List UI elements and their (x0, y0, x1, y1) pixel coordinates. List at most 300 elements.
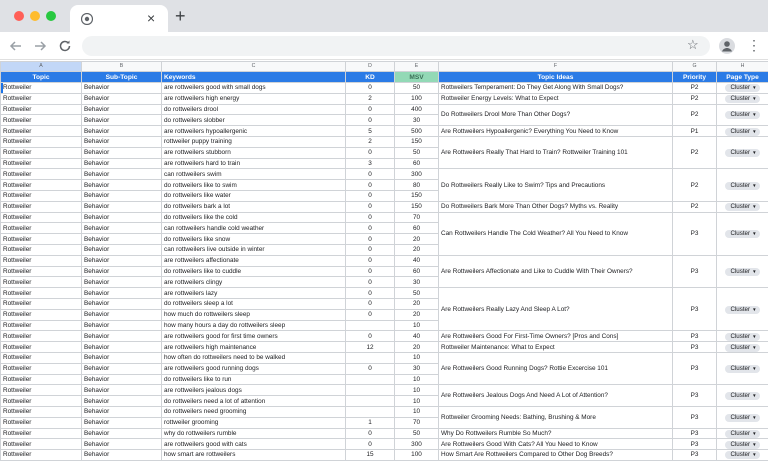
kd-cell[interactable] (346, 396, 395, 407)
keyword-cell[interactable]: are rottweilers clingy (162, 277, 346, 288)
topic-cell[interactable]: Rottweiler (1, 363, 82, 374)
msv-cell[interactable]: 70 (395, 212, 439, 223)
topic-idea-cell[interactable]: How Smart Are Rottweilers Compared to Other Dog Breeds? (439, 450, 673, 461)
topic-cell[interactable]: Rottweiler (1, 126, 82, 137)
msv-cell[interactable]: 100 (395, 450, 439, 461)
header-kd[interactable]: KD (346, 72, 395, 83)
topic-idea-cell[interactable]: Rottweiler Maintenance: What to Expect (439, 342, 673, 353)
page-type-label: Cluster (730, 203, 751, 211)
page-type-dropdown[interactable] (725, 430, 759, 438)
priority-cell[interactable]: P3 (673, 385, 717, 407)
keyword-cell[interactable]: do rottweilers drool (162, 104, 346, 115)
msv-cell[interactable]: 30 (395, 277, 439, 288)
msv-cell[interactable]: 500 (395, 126, 439, 137)
reload-icon[interactable] (57, 38, 73, 54)
priority-cell[interactable]: P2 (673, 93, 717, 104)
kd-cell[interactable] (346, 385, 395, 396)
sub-topic-cell[interactable]: Behavior (82, 126, 162, 137)
topic-idea-cell[interactable]: Why Do Rottweilers Rumble So Much? (439, 428, 673, 439)
dropdown-arrow-icon: ▼ (752, 306, 757, 312)
new-tab-icon[interactable]: + (175, 6, 186, 26)
page-type-cell[interactable] (717, 428, 768, 439)
topic-cell[interactable]: Rottweiler (1, 331, 82, 342)
topic-cell[interactable]: Rottweiler (1, 288, 82, 299)
page-type-cell[interactable] (717, 83, 768, 94)
kd-cell[interactable]: 0 (346, 244, 395, 255)
bookmark-star-icon[interactable]: ☆ (687, 37, 699, 52)
topic-idea-cell[interactable]: Are Rottweilers Good For First-Time Owners? [Pros and Cons] (439, 331, 673, 342)
topic-cell[interactable]: Rottweiler (1, 147, 82, 158)
page-type-cell[interactable] (717, 136, 768, 168)
keyword-cell[interactable]: can rottweilers handle cold weather (162, 223, 346, 234)
kd-cell[interactable]: 0 (346, 298, 395, 309)
dropdown-arrow-icon: ▼ (752, 430, 757, 436)
page-type-dropdown[interactable] (725, 306, 759, 314)
priority-cell[interactable]: P2 (673, 83, 717, 94)
kd-cell[interactable] (346, 374, 395, 385)
kd-cell[interactable]: 12 (346, 342, 395, 353)
header-msv[interactable]: MSV (395, 72, 439, 83)
sub-topic-cell[interactable]: Behavior (82, 342, 162, 353)
browser-tab[interactable] (70, 5, 168, 32)
page-type-dropdown[interactable] (725, 365, 759, 373)
column-letter[interactable]: D (346, 62, 395, 72)
page-type-cell[interactable] (717, 126, 768, 137)
kd-cell[interactable]: 0 (346, 201, 395, 212)
priority-cell[interactable]: P2 (673, 104, 717, 126)
page-type-dropdown[interactable] (725, 182, 759, 190)
kd-cell[interactable]: 0 (346, 363, 395, 374)
profile-avatar-icon[interactable] (719, 38, 735, 54)
keyword-cell[interactable]: do rottweilers like snow (162, 234, 346, 245)
topic-idea-cell[interactable]: Do Rottweilers Really Like to Swim? Tips and Precautions (439, 169, 673, 201)
msv-cell[interactable]: 10 (395, 385, 439, 396)
msv-cell[interactable]: 10 (395, 320, 439, 331)
kd-cell[interactable] (346, 406, 395, 417)
priority-cell[interactable]: P3 (673, 428, 717, 439)
msv-cell[interactable]: 50 (395, 428, 439, 439)
dropdown-arrow-icon: ▼ (752, 96, 757, 102)
page-type-dropdown[interactable] (725, 333, 759, 341)
topic-idea-cell[interactable]: Do Rottweilers Bark More Than Other Dogs? Myths vs. Reality (439, 201, 673, 212)
msv-cell[interactable]: 20 (395, 244, 439, 255)
topic-cell[interactable]: Rottweiler (1, 450, 82, 461)
kd-cell[interactable] (346, 352, 395, 363)
topic-cell[interactable]: Rottweiler (1, 223, 82, 234)
page-type-dropdown[interactable] (725, 451, 759, 459)
kd-cell[interactable]: 0 (346, 234, 395, 245)
spreadsheet (0, 61, 768, 466)
page-type-label: Cluster (730, 332, 751, 340)
topic-cell[interactable]: Rottweiler (1, 439, 82, 450)
msv-cell[interactable]: 20 (395, 309, 439, 320)
topic-cell[interactable]: Rottweiler (1, 180, 82, 191)
kd-cell[interactable]: 0 (346, 277, 395, 288)
sub-topic-cell[interactable]: Behavior (82, 180, 162, 191)
sub-topic-cell[interactable]: Behavior (82, 93, 162, 104)
keyword-cell[interactable]: are rottweilers lazy (162, 288, 346, 299)
keyword-cell[interactable]: are rottweilers jealous dogs (162, 385, 346, 396)
header-topic[interactable]: Topic (1, 72, 82, 83)
topic-cell[interactable]: Rottweiler (1, 396, 82, 407)
forward-arrow-icon[interactable] (32, 38, 48, 54)
header-priority[interactable]: Priority (673, 72, 717, 83)
address-bar[interactable] (82, 36, 710, 56)
keyword-cell[interactable]: do rottweilers like to run (162, 374, 346, 385)
priority-cell[interactable]: P3 (673, 288, 717, 331)
topic-cell[interactable]: Rottweiler (1, 201, 82, 212)
topic-cell[interactable]: Rottweiler (1, 298, 82, 309)
sub-topic-cell[interactable]: Behavior (82, 309, 162, 320)
priority-cell[interactable]: P2 (673, 169, 717, 201)
sub-topic-cell[interactable]: Behavior (82, 190, 162, 201)
priority-cell[interactable]: P3 (673, 212, 717, 255)
sub-topic-cell[interactable]: Behavior (82, 266, 162, 277)
msv-cell[interactable]: 50 (395, 147, 439, 158)
column-letter[interactable]: C (162, 62, 346, 72)
kd-cell[interactable]: 15 (346, 450, 395, 461)
page-type-cell[interactable] (717, 104, 768, 126)
keyword-cell[interactable]: do rottweilers need a lot of attention (162, 396, 346, 407)
kd-cell[interactable]: 1 (346, 417, 395, 428)
page-type-cell[interactable] (717, 342, 768, 353)
priority-cell[interactable]: P3 (673, 342, 717, 353)
priority-cell[interactable]: P3 (673, 255, 717, 287)
page-type-dropdown[interactable] (725, 230, 759, 238)
kd-cell[interactable]: 5 (346, 126, 395, 137)
keyword-cell[interactable]: do rottweilers need grooming (162, 406, 346, 417)
sub-topic-cell[interactable]: Behavior (82, 147, 162, 158)
topic-cell[interactable]: Rottweiler (1, 277, 82, 288)
page-type-dropdown[interactable] (725, 95, 759, 103)
topic-cell[interactable]: Rottweiler (1, 136, 82, 147)
table-row (1, 83, 768, 94)
msv-cell[interactable]: 150 (395, 136, 439, 147)
priority-cell[interactable]: P2 (673, 201, 717, 212)
keyword-cell[interactable]: how smart are rottweilers (162, 450, 346, 461)
page-type-label: Cluster (730, 343, 751, 351)
topic-idea-cell[interactable]: Are Rottweilers Hypoallergenic? Everything You Need to Know (439, 126, 673, 137)
minimize-window-button[interactable] (30, 11, 40, 21)
keyword-cell[interactable]: do rottweilers bark a lot (162, 201, 346, 212)
keyword-cell[interactable]: do rottweilers slobber (162, 115, 346, 126)
table-row (1, 126, 768, 137)
sub-topic-cell[interactable]: Behavior (82, 244, 162, 255)
topic-cell[interactable]: Rottweiler (1, 93, 82, 104)
msv-cell[interactable]: 70 (395, 417, 439, 428)
topic-idea-cell[interactable]: Rottweilers Temperament: Do They Get Along With Small Dogs? (439, 83, 673, 94)
topic-cell[interactable]: Rottweiler (1, 309, 82, 320)
msv-cell[interactable]: 40 (395, 331, 439, 342)
sub-topic-cell[interactable]: Behavior (82, 352, 162, 363)
msv-cell[interactable]: 60 (395, 266, 439, 277)
kd-cell[interactable]: 0 (346, 180, 395, 191)
page-type-cell[interactable] (717, 288, 768, 331)
kd-cell[interactable] (346, 320, 395, 331)
sub-topic-cell[interactable]: Behavior (82, 374, 162, 385)
sub-topic-cell[interactable]: Behavior (82, 450, 162, 461)
msv-cell[interactable]: 20 (395, 342, 439, 353)
dropdown-arrow-icon: ▼ (752, 414, 757, 420)
priority-cell[interactable]: P1 (673, 126, 717, 137)
keyword-cell[interactable]: are rottweilers good with cats (162, 439, 346, 450)
header-topic-ideas[interactable]: Topic Ideas (439, 72, 673, 83)
close-tab-icon[interactable]: × (147, 10, 156, 26)
keyword-cell[interactable]: are rottweilers good running dogs (162, 363, 346, 374)
priority-cell[interactable]: P3 (673, 331, 717, 342)
header-page-type[interactable]: Page Type (717, 72, 768, 83)
topic-idea-cell[interactable]: Are Rottweilers Jealous Dogs And Need A Lot of Attention? (439, 385, 673, 407)
back-arrow-icon[interactable] (8, 38, 24, 54)
topic-idea-cell[interactable]: Do Rottweilers Drool More Than Other Dogs? (439, 104, 673, 126)
column-letter[interactable]: H (717, 62, 768, 72)
msv-cell[interactable]: 300 (395, 169, 439, 180)
topic-cell[interactable]: Rottweiler (1, 385, 82, 396)
page-type-cell[interactable] (717, 385, 768, 407)
page-type-dropdown[interactable] (725, 392, 759, 400)
header-sub-topic[interactable]: Sub-Topic (82, 72, 162, 83)
msv-cell[interactable]: 100 (395, 93, 439, 104)
keyword-cell[interactable]: rottweiler puppy training (162, 136, 346, 147)
sub-topic-cell[interactable]: Behavior (82, 298, 162, 309)
topic-cell[interactable]: Rottweiler (1, 406, 82, 417)
table-row (1, 428, 768, 439)
kd-cell[interactable]: 0 (346, 212, 395, 223)
topic-cell[interactable]: Rottweiler (1, 417, 82, 428)
topic-idea-cell[interactable]: Are Rottweilers Really Lazy And Sleep A Lot? (439, 288, 673, 331)
topic-cell[interactable]: Rottweiler (1, 320, 82, 331)
column-letter[interactable]: F (439, 62, 673, 72)
page-type-label: Cluster (730, 451, 751, 459)
sub-topic-cell[interactable]: Behavior (82, 396, 162, 407)
table-row (1, 439, 768, 450)
page-type-cell[interactable] (717, 439, 768, 450)
topic-idea-cell[interactable]: Rottweiler Grooming Needs: Bathing, Brushing & More (439, 406, 673, 428)
page-type-dropdown[interactable] (725, 441, 759, 449)
msv-cell[interactable]: 30 (395, 363, 439, 374)
msv-cell[interactable]: 80 (395, 180, 439, 191)
column-letter[interactable]: E (395, 62, 439, 72)
kd-cell[interactable]: 0 (346, 115, 395, 126)
keyword-cell[interactable]: are rottweilers stubborn (162, 147, 346, 158)
page-type-cell[interactable] (717, 331, 768, 342)
keyword-cell[interactable]: are rottweilers good for first time owners (162, 331, 346, 342)
topic-cell[interactable]: Rottweiler (1, 104, 82, 115)
topic-cell[interactable]: Rottweiler (1, 374, 82, 385)
keyword-cell[interactable]: do rottweilers like to cuddle (162, 266, 346, 277)
msv-cell[interactable]: 300 (395, 439, 439, 450)
keyword-cell[interactable]: do rottweilers like to swim (162, 180, 346, 191)
priority-cell[interactable]: P3 (673, 439, 717, 450)
page-type-dropdown[interactable] (725, 149, 759, 157)
keyword-cell[interactable]: do rottweilers sleep a lot (162, 298, 346, 309)
topic-cell[interactable]: Rottweiler (1, 212, 82, 223)
keyword-cell[interactable]: how many hours a day do rottweilers sleep (162, 320, 346, 331)
kd-cell[interactable]: 0 (346, 288, 395, 299)
kd-cell[interactable]: 3 (346, 158, 395, 169)
msv-cell[interactable]: 10 (395, 352, 439, 363)
sub-topic-cell[interactable]: Behavior (82, 417, 162, 428)
sub-topic-cell[interactable]: Behavior (82, 212, 162, 223)
page-type-dropdown[interactable] (725, 344, 759, 352)
msv-cell[interactable]: 50 (395, 83, 439, 94)
kd-cell[interactable]: 0 (346, 147, 395, 158)
sub-topic-cell[interactable]: Behavior (82, 136, 162, 147)
msv-cell[interactable]: 60 (395, 158, 439, 169)
kd-cell[interactable]: 0 (346, 266, 395, 277)
sub-topic-cell[interactable]: Behavior (82, 201, 162, 212)
topic-cell[interactable]: Rottweiler (1, 244, 82, 255)
msv-cell[interactable]: 40 (395, 255, 439, 266)
keyword-cell[interactable]: can rottweilers live outside in winter (162, 244, 346, 255)
page-type-label: Cluster (730, 230, 751, 238)
keyword-cell[interactable]: are rottweilers affectionate (162, 255, 346, 266)
keyword-cell[interactable]: do rottweilers like the cold (162, 212, 346, 223)
sub-topic-cell[interactable]: Behavior (82, 158, 162, 169)
msv-cell[interactable]: 150 (395, 201, 439, 212)
column-letter[interactable]: A (1, 62, 82, 72)
msv-cell[interactable]: 10 (395, 406, 439, 417)
kd-cell[interactable]: 0 (346, 255, 395, 266)
page-type-cell[interactable] (717, 352, 768, 384)
priority-cell[interactable]: P3 (673, 352, 717, 384)
sub-topic-cell[interactable]: Behavior (82, 169, 162, 180)
sub-topic-cell[interactable]: Behavior (82, 363, 162, 374)
page-type-dropdown[interactable] (725, 128, 759, 136)
topic-cell[interactable]: Rottweiler (1, 158, 82, 169)
kd-cell[interactable]: 0 (346, 104, 395, 115)
keyword-cell[interactable]: why do rottweilers rumble (162, 428, 346, 439)
sub-topic-cell[interactable]: Behavior (82, 83, 162, 94)
topic-idea-cell[interactable]: Can Rottweilers Handle The Cold Weather? All You Need to Know (439, 212, 673, 255)
topic-cell[interactable]: Rottweiler (1, 342, 82, 353)
topic-cell[interactable]: Rottweiler (1, 428, 82, 439)
dropdown-arrow-icon: ▼ (752, 112, 757, 118)
dropdown-arrow-icon: ▼ (752, 204, 757, 210)
sub-topic-cell[interactable]: Behavior (82, 104, 162, 115)
page-type-label: Cluster (730, 111, 751, 119)
dropdown-arrow-icon: ▼ (752, 393, 757, 399)
maximize-window-button[interactable] (46, 11, 56, 21)
browser-menu-icon[interactable]: ⋮ (747, 37, 761, 53)
topic-cell[interactable]: Rottweiler (1, 115, 82, 126)
keyword-cell[interactable]: rottweiler grooming (162, 417, 346, 428)
page-type-cell[interactable] (717, 201, 768, 212)
page-type-cell[interactable] (717, 255, 768, 287)
dropdown-arrow-icon: ▼ (752, 333, 757, 339)
page-type-dropdown[interactable] (725, 111, 759, 119)
sub-topic-cell[interactable]: Behavior (82, 115, 162, 126)
kd-cell[interactable]: 0 (346, 439, 395, 450)
topic-cell[interactable]: Rottweiler (1, 266, 82, 277)
topic-idea-cell[interactable]: Rottweiler Energy Levels: What to Expect (439, 93, 673, 104)
topic-idea-cell[interactable]: Are Rottweilers Affectionate and Like to Cuddle With Their Owners? (439, 255, 673, 287)
msv-cell[interactable]: 20 (395, 234, 439, 245)
dropdown-arrow-icon: ▼ (752, 85, 757, 91)
keyword-cell[interactable]: are rottweilers hard to train (162, 158, 346, 169)
dropdown-arrow-icon: ▼ (752, 344, 757, 350)
sub-topic-cell[interactable]: Behavior (82, 223, 162, 234)
page-type-dropdown[interactable] (725, 268, 759, 276)
kd-cell[interactable]: 2 (346, 136, 395, 147)
header-keywords[interactable]: Keywords (162, 72, 346, 83)
sub-topic-cell[interactable]: Behavior (82, 385, 162, 396)
topic-cell[interactable]: Rottweiler (1, 169, 82, 180)
priority-cell[interactable]: P3 (673, 406, 717, 428)
kd-cell[interactable]: 0 (346, 428, 395, 439)
keyword-cell[interactable]: are rottweilers high maintenance (162, 342, 346, 353)
topic-cell[interactable]: Rottweiler (1, 83, 82, 94)
kd-cell[interactable]: 0 (346, 223, 395, 234)
topic-cell[interactable]: Rottweiler (1, 234, 82, 245)
keyword-cell[interactable]: do rottweilers like water (162, 190, 346, 201)
header-row (1, 72, 768, 83)
msv-cell[interactable]: 50 (395, 288, 439, 299)
kd-cell[interactable]: 0 (346, 169, 395, 180)
page-type-cell[interactable] (717, 450, 768, 461)
kd-cell[interactable]: 2 (346, 93, 395, 104)
priority-cell[interactable]: P3 (673, 450, 717, 461)
msv-cell[interactable]: 10 (395, 374, 439, 385)
topic-idea-cell[interactable]: Are Rottweilers Really That Hard to Train? Rottweiler Training 101 (439, 136, 673, 168)
msv-cell[interactable]: 10 (395, 396, 439, 407)
keyword-cell[interactable]: are rottweilers hypoallergenic (162, 126, 346, 137)
page-type-cell[interactable] (717, 93, 768, 104)
keyword-cell[interactable]: are rottweilers high energy (162, 93, 346, 104)
kd-cell[interactable]: 0 (346, 309, 395, 320)
page-type-cell[interactable] (717, 169, 768, 201)
column-letter[interactable]: B (82, 62, 162, 72)
msv-cell[interactable]: 400 (395, 104, 439, 115)
kd-cell[interactable]: 0 (346, 83, 395, 94)
sub-topic-cell[interactable]: Behavior (82, 439, 162, 450)
page-type-dropdown[interactable] (725, 84, 759, 92)
sub-topic-cell[interactable]: Behavior (82, 288, 162, 299)
close-window-button[interactable] (14, 11, 24, 21)
priority-cell[interactable]: P2 (673, 136, 717, 168)
table-row (1, 288, 768, 299)
msv-cell[interactable]: 30 (395, 115, 439, 126)
keyword-cell[interactable]: can rottweilers swim (162, 169, 346, 180)
msv-cell[interactable]: 20 (395, 298, 439, 309)
kd-cell[interactable]: 0 (346, 190, 395, 201)
kd-cell[interactable]: 0 (346, 331, 395, 342)
sub-topic-cell[interactable]: Behavior (82, 255, 162, 266)
page-type-dropdown[interactable] (725, 203, 759, 211)
sub-topic-cell[interactable]: Behavior (82, 234, 162, 245)
topic-cell[interactable]: Rottweiler (1, 190, 82, 201)
dropdown-arrow-icon: ▼ (752, 366, 757, 372)
sub-topic-cell[interactable]: Behavior (82, 406, 162, 417)
page-type-dropdown[interactable] (725, 414, 759, 422)
keyword-cell[interactable]: are rottweilers good with small dogs (162, 83, 346, 94)
topic-cell[interactable]: Rottweiler (1, 352, 82, 363)
msv-cell[interactable]: 150 (395, 190, 439, 201)
topic-idea-cell[interactable]: Are Rottweilers Good Running Dogs? Rottie Excercise 101 (439, 352, 673, 384)
sub-topic-cell[interactable]: Behavior (82, 320, 162, 331)
topic-idea-cell[interactable]: Are Rottweilers Good With Cats? All You Need to Know (439, 439, 673, 450)
topic-cell[interactable]: Rottweiler (1, 255, 82, 266)
column-letter[interactable]: G (673, 62, 717, 72)
page-type-cell[interactable] (717, 406, 768, 428)
page-type-cell[interactable] (717, 212, 768, 255)
sub-topic-cell[interactable]: Behavior (82, 277, 162, 288)
msv-cell[interactable]: 60 (395, 223, 439, 234)
keyword-cell[interactable]: how much do rottweilers sleep (162, 309, 346, 320)
sub-topic-cell[interactable]: Behavior (82, 331, 162, 342)
sub-topic-cell[interactable]: Behavior (82, 428, 162, 439)
keyword-cell[interactable]: how often do rottweilers need to be walked (162, 352, 346, 363)
